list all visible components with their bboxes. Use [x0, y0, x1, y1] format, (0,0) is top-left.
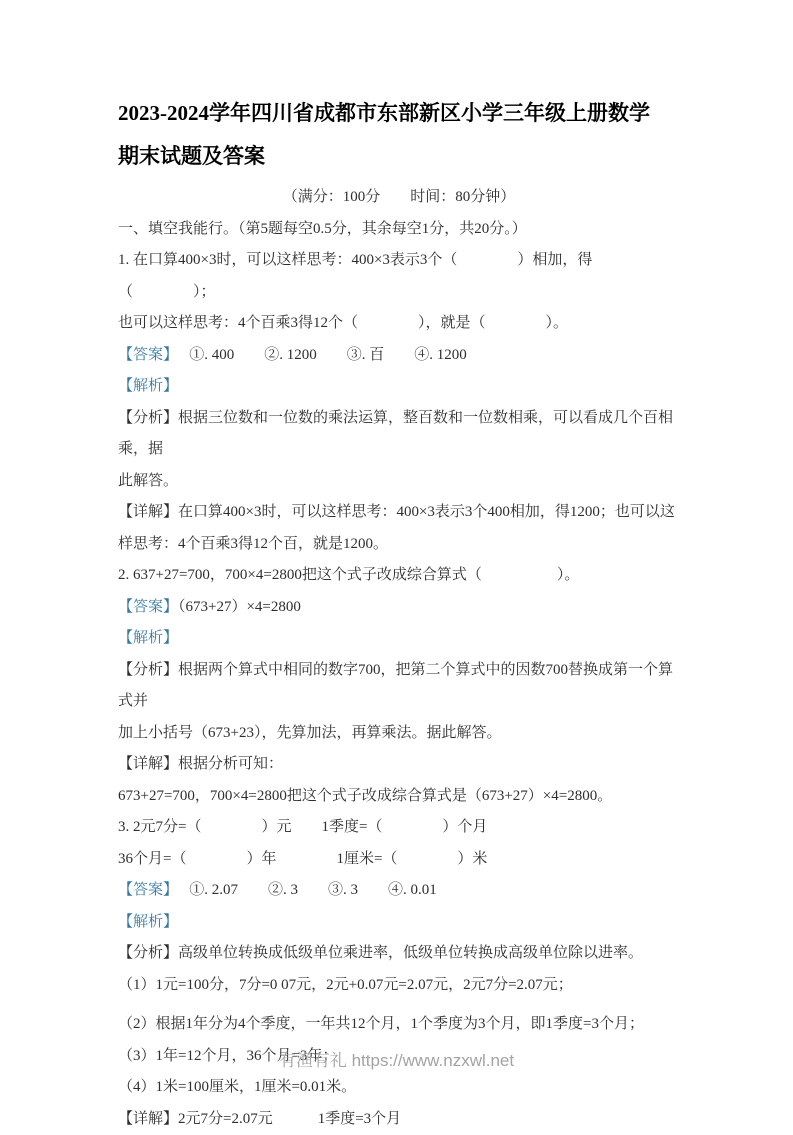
question-2-answer-line	[118, 592, 680, 624]
question-2-text-line-1: 2. 637+27=700，700×4=2800把这个式子改成综合算式（ ）。	[118, 560, 680, 592]
question-1-analysis-heading	[118, 371, 680, 403]
analysis-label: 【解析】	[118, 378, 178, 394]
question-3-analysis-item-4: （4）1米=100厘米，1厘米=0.01米。	[118, 1072, 680, 1104]
question-3-analysis-item-2: （2）根据1年分为4个季度，一年共12个月，1个季度为3个月，即1季度=3个月；	[118, 1009, 680, 1041]
answer-label: 【答案】	[118, 599, 178, 615]
question-1-text-line-2: 也可以这样思考：4个百乘3得12个（ ），就是（ ）。	[118, 308, 680, 340]
question-2-analysis-line-1: 【分析】根据两个算式中相同的数字700，把第二个算式中的因数700替换成第一个算式并	[118, 655, 680, 718]
question-2-detail-line-1: 【详解】根据分析可知：	[118, 749, 680, 781]
question-3-analysis-heading	[118, 907, 680, 939]
question-1-analysis-line-1: 【分析】根据三位数和一位数的乘法运算，整百数和一位数相乘，可以看成几个百相乘，据	[118, 403, 680, 466]
question-1-detail-line-2: 样思考：4个百乘3得12个百，就是1200。	[118, 529, 680, 561]
question-1-answer-line	[118, 340, 680, 372]
exam-document	[118, 92, 680, 1135]
question-3-analysis-line-1: 【分析】高级单位转换成低级单位乘进率，低级单位转换成高级单位除以进率。	[118, 938, 680, 970]
question-1-analysis-line-2: 此解答。	[118, 466, 680, 498]
footer-watermark: 有渔有礼 https://www.nzxwl.net	[0, 1047, 793, 1075]
analysis-label: 【解析】	[118, 914, 178, 930]
answer-label: 【答案】	[118, 347, 171, 363]
score-time-info: （满分：100分 时间：80分钟）	[118, 182, 680, 214]
question-3-text-line-2: 36个月=（ ）年 1厘米=（ ）米	[118, 844, 680, 876]
document-title-line-1: 2023-2024学年四川省成都市东部新区小学三年级上册数学	[118, 92, 680, 135]
question-3-answer-line	[118, 875, 680, 907]
question-3-detail-line-1: 【详解】2元7分=2.07元 1季度=3个月	[118, 1104, 680, 1135]
question-1-answer-value: ①. 400 ②. 1200 ③. 百 ④. 1200	[171, 347, 467, 363]
question-2-analysis-line-2: 加上小括号（673+23），先算加法，再算乘法。据此解答。	[118, 718, 680, 750]
answer-label: 【答案】	[118, 882, 171, 898]
question-2-analysis-heading	[118, 623, 680, 655]
question-2-detail-line-2: 673+27=700，700×4=2800把这个式子改成综合算式是（673+27）×4=2800。	[118, 781, 680, 813]
question-3-analysis-item-1: （1）1元=100分，7分=0 07元，2元+0.07元=2.07元，2元7分=2.07元；	[118, 970, 680, 1002]
analysis-label: 【解析】	[118, 630, 178, 646]
question-3-analysis-item-3: （3）1年=12个月，36个月=3年；	[118, 1041, 680, 1073]
question-3-answer-value: ①. 2.07 ②. 3 ③. 3 ④. 0.01	[171, 882, 437, 898]
section-1-heading: 一、填空我能行。（第5题每空0.5分，其余每空1分，共20分。）	[118, 214, 680, 246]
document-title-line-2: 期末试题及答案	[118, 135, 680, 178]
question-3-text-line-1: 3. 2元7分=（ ）元 1季度=（ ）个月	[118, 812, 680, 844]
question-2-answer-value: （673+27）×4=2800	[178, 599, 301, 615]
question-1-detail-line-1: 【详解】在口算400×3时，可以这样思考：400×3表示3个400相加，得1200；也可以这	[118, 497, 680, 529]
question-1-text-line-1: 1. 在口算400×3时，可以这样思考：400×3表示3个（ ）相加，得（ ）；	[118, 245, 680, 308]
